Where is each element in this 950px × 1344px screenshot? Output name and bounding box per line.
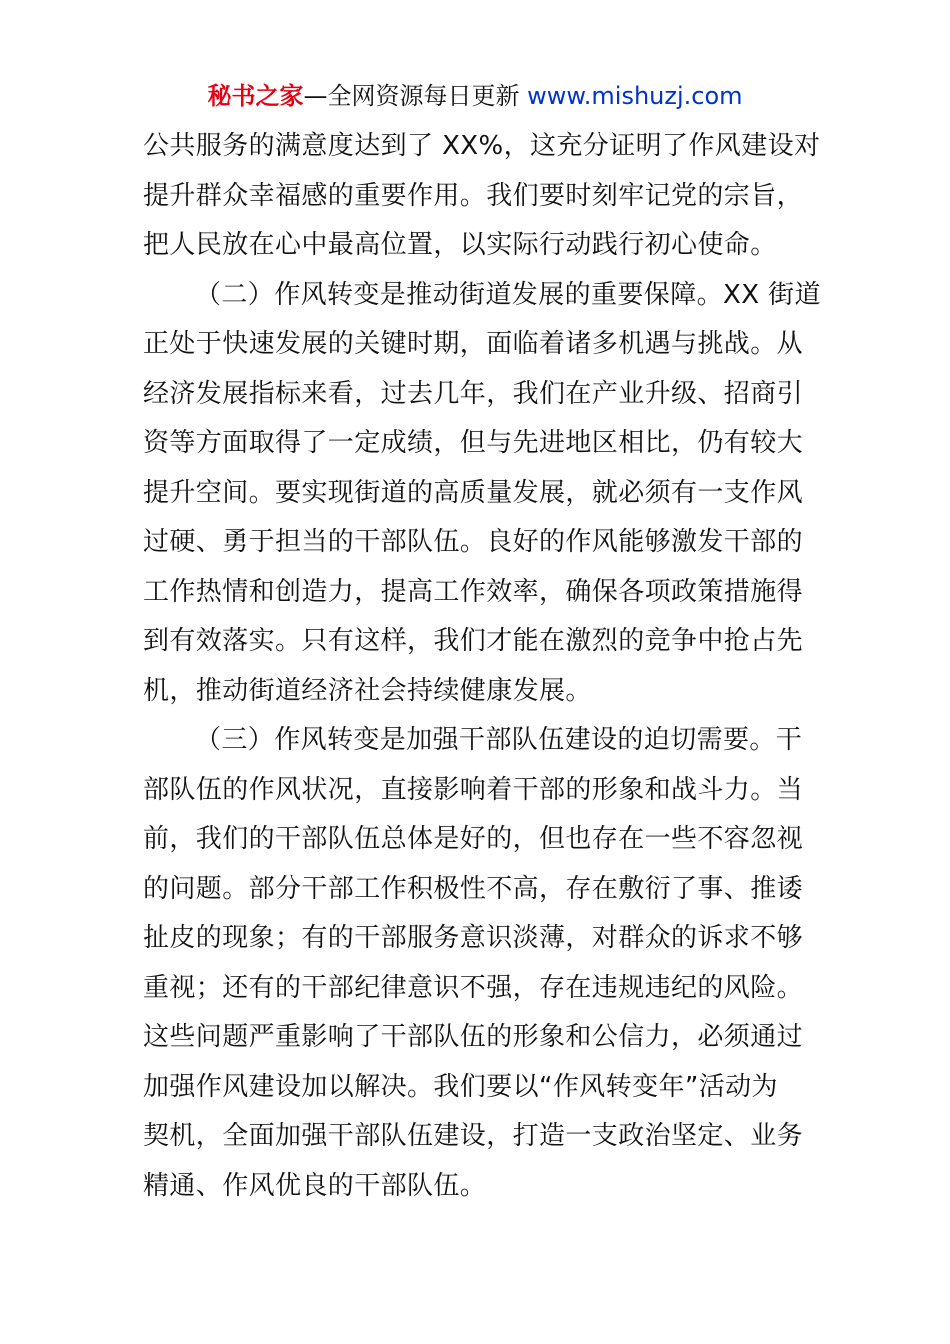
text-line: 正处于快速发展的关键时期，面临着诸多机遇与挑战。从 — [143, 329, 804, 359]
text-line: 资等方面取得了一定成绩，但与先进地区相比，仍有较大 — [143, 428, 804, 458]
text-line: 加强作风建设加以解决。我们要以“作风转变年”活动为 — [143, 1071, 778, 1102]
text-line: 部队伍的作风状况，直接影响着干部的形象和战斗力。当 — [143, 774, 804, 805]
text-line: 过硬、勇于担当的干部队伍。良好的作风能够激发干部的 — [143, 527, 804, 557]
text-line: 机，推动街道经济社会持续健康发展。 — [143, 675, 592, 706]
text-line: 提升空间。要实现街道的高质量发展，就必须有一支作风 — [143, 477, 804, 508]
document-body — [143, 122, 821, 1211]
paragraph-first-line: （二）作风转变是推动街道发展的重要保障。XX 街道 — [195, 279, 821, 310]
text-line: 前，我们的干部队伍总体是好的，但也存在一些不容忽视 — [143, 824, 804, 854]
site-brand: 秘书之家 — [207, 82, 304, 110]
site-tagline: —全网资源每日更新 — [303, 82, 528, 110]
text-line: 重视；还有的干部纪律意识不强，存在违规违纪的风险。 — [143, 972, 804, 1003]
text-line: 这些问题严重影响了干部队伍的形象和公信力，必须通过 — [143, 1022, 804, 1052]
text-line: 到有效落实。只有这样，我们才能在激烈的竞争中抢占先 — [143, 626, 804, 656]
text-line: 把人民放在心中最高位置，以实际行动践行初心使命。 — [143, 230, 777, 260]
text-line: 的问题。部分干部工作积极性不高，存在敷衍了事、推诿 — [143, 873, 804, 904]
site-url-link[interactable]: www.mishuzj.com — [527, 82, 743, 110]
text-line: 扯皮的现象；有的干部服务意识淡薄，对群众的诉求不够 — [143, 923, 804, 953]
paragraph-first-line: （三）作风转变是加强干部队伍建设的迫切需要。干 — [195, 725, 803, 755]
text-line: 经济发展指标来看，过去几年，我们在产业升级、招商引 — [143, 378, 804, 409]
text-line: 工作热情和创造力，提高工作效率，确保各项政策措施得 — [143, 576, 804, 607]
text-line: 精通、作风优良的干部队伍。 — [143, 1170, 487, 1201]
site-header — [0, 80, 950, 112]
text-line: 契机，全面加强干部队伍建设，打造一支政治坚定、业务 — [143, 1121, 804, 1151]
text-line: 公共服务的满意度达到了 XX%，这充分证明了作风建设对 — [143, 131, 821, 161]
text-line: 提升群众幸福感的重要作用。我们要时刻牢记党的宗旨， — [143, 180, 804, 211]
